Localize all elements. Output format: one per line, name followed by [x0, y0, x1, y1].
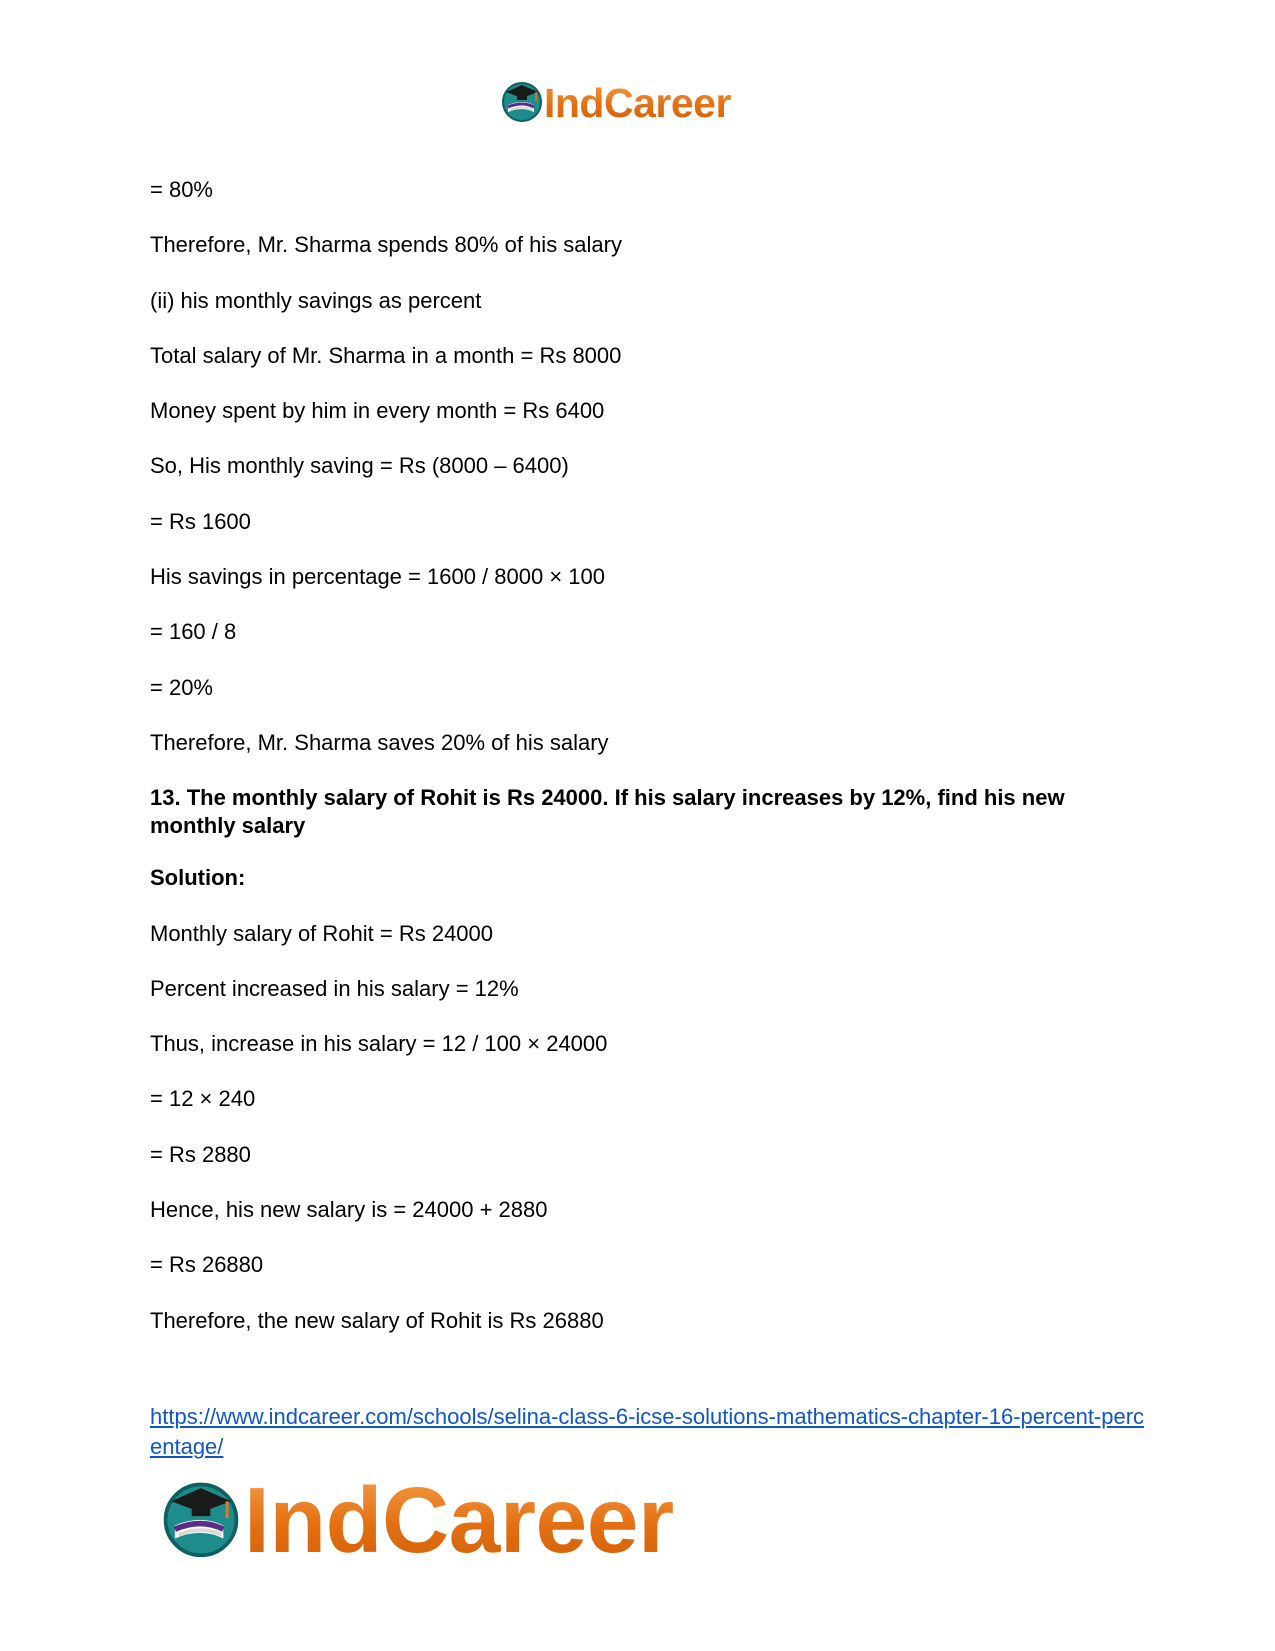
- header-logo-text: IndCareer: [544, 80, 731, 126]
- text-line: = 160 / 8: [150, 619, 237, 645]
- text-line: (ii) his monthly savings as percent: [150, 287, 482, 313]
- text-line: Total salary of Mr. Sharma in a month = Rs 8000: [150, 342, 622, 368]
- text-line: Monthly salary of Rohit = Rs 24000: [150, 920, 494, 946]
- text-line: = 12 × 240: [150, 1086, 256, 1112]
- text-line: So, His monthly saving = Rs (8000 – 6400): [150, 453, 569, 479]
- text-line: = Rs 2880: [150, 1141, 251, 1167]
- text-line: Percent increased in his salary = 12%: [150, 975, 519, 1001]
- solution-label: Solution:: [150, 865, 246, 891]
- text-line: = Rs 26880: [150, 1252, 264, 1278]
- graduation-cap-book-icon: [500, 79, 544, 128]
- text-line: Therefore, Mr. Sharma saves 20% of his salary: [150, 729, 609, 755]
- question-heading: 13. The monthly salary of Rohit is Rs 24000. If his salary increases by 12%, find his new monthly salary: [150, 785, 1065, 839]
- text-line: = 20%: [150, 674, 213, 700]
- text-line: Money spent by him in every month = Rs 6400: [150, 398, 605, 424]
- text-line: Thus, increase in his salary = 12 / 100 × 24000: [150, 1031, 608, 1057]
- text-line: = 80%: [150, 177, 213, 202]
- header-logo: [500, 78, 731, 128]
- text-line: Hence, his new salary is = 24000 + 2880: [150, 1197, 548, 1223]
- text-line: Therefore, the new salary of Rohit is Rs 26880: [150, 1307, 604, 1333]
- text-line: = Rs 1600: [150, 508, 251, 534]
- document-body: [150, 176, 1130, 1362]
- source-link[interactable]: https://www.indcareer.com/schools/selina-class-6-icse-solutions-mathematics-chapter-16-percent-percentage/: [150, 1404, 1145, 1459]
- footer-logo-text: IndCareer: [244, 1468, 674, 1572]
- text-line: Therefore, Mr. Sharma spends 80% of his salary: [150, 232, 622, 258]
- footer-logo: [160, 1470, 674, 1570]
- graduation-cap-book-icon: [160, 1477, 242, 1564]
- text-line: His savings in percentage = 1600 / 8000 × 100: [150, 564, 605, 590]
